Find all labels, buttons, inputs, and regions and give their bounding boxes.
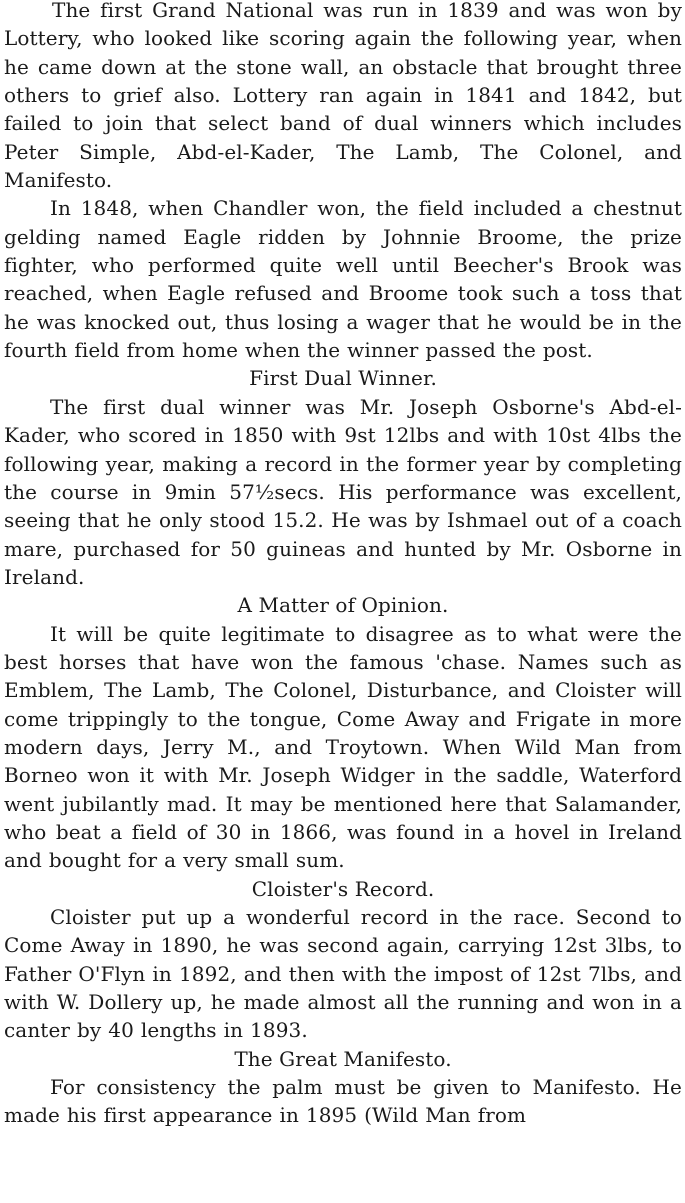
subheading-great-manifesto: The Great Manifesto.	[234, 1046, 452, 1071]
paragraph-abd-el-kader: The first dual winner was Mr. Joseph Osborne's Abd-el-Kader, who scored in 1850 with 9st 12lbs and with 10st 4lbs the following year, making a record in the former year by completing the course in 9min 57½secs. His performance was excellent, seeing that he only stood 15.2. He was by Ishmael out of a coach mare, purchased for 50 guineas and hunted by Mr. Osborne in Ireland.	[4, 394, 682, 589]
paragraph-first-grand-national: The first Grand National was run in 1839 and was won by Lottery, who looked like scoring again the following year, when he came down at the stone wall, an obstacle that brought three others to grief also. Lottery ran again in 1841 and 1842, but failed to join that select band of dual winners which includes Peter Simple, Abd-el-Kader, The Lamb, The Colonel, and Manifesto.	[4, 0, 682, 193]
subheading-first-dual-winner: First Dual Winner.	[249, 366, 437, 391]
paragraph-cloister: Cloister put up a wonderful record in the race. Second to Come Away in 1890, he was second again, carrying 12st 3lbs, to Father O'Flyn in 1892, and then with the impost of 12st 7lbs, and with W. Dollery up, he made almost all the running and won in a canter by 40 lengths in 1893.	[4, 905, 682, 1043]
paragraph-manifesto: For consistency the palm must be given to Manifesto. He made his first appearance in 1895 (Wild Man from	[4, 1075, 682, 1128]
subheading-matter-of-opinion: A Matter of Opinion.	[237, 593, 449, 618]
paragraph-best-horses: It will be quite legitimate to disagree as to what were the best horses that have won the famous 'chase. Names such as Emblem, The Lamb, The Colonel, Disturbance, and Cloister will come trippingly to the tongue, Come Away and Frigate in more modern days, Jerry M., and Troytown. When Wild Man from Borneo won it with Mr. Joseph Widger in the saddle, Waterford went jubilantly mad. It may be mentioned here that Salamander, who beat a field of 30 in 1866, was found in a hovel in Ireland and bought for a very small sum.	[4, 621, 682, 873]
paragraph-chandler-eagle: In 1848, when Chandler won, the field included a chestnut gelding named Eagle ridden by Johnnie Broome, the prize fighter, who performed quite well until Beecher's Brook was reached, when Eagle refused and Broome took such a toss that he was knocked out, thus losing a wager that he would be in the fourth field from home when the winner passed the post.	[4, 196, 682, 363]
subheading-cloisters-record: Cloister's Record.	[251, 876, 435, 901]
